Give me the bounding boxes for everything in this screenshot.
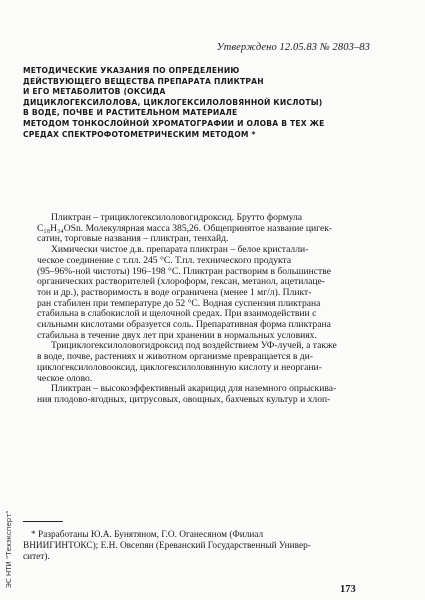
paragraph	[23, 213, 365, 245]
page-number: 173	[340, 584, 356, 595]
text-line: ческое соединение с т.пл. 245 °С. Т.пл. технического продукта	[37, 254, 292, 266]
side-stamp	[4, 464, 14, 594]
text-line: органических растворителей (хлороформ, гексан, метанол, ацетилаце-	[37, 276, 326, 288]
title-line: МЕТОДОМ ТОНКОСЛОЙНОЙ ХРОМАТОГРАФИИ И ОЛОВА В ТЕХ ЖЕ	[23, 118, 325, 128]
text-line: Химически чистое д.в. препарата пликтран – белое кристалли-	[51, 244, 309, 256]
footnote-line: ВНИИГИНТОКС); Е.Н. Овсепян (Ереванский Государственный Универ-	[23, 540, 311, 551]
title-line: И ЕГО МЕТАБОЛИТОВ (ОКСИДА	[23, 87, 166, 97]
title-line: МЕТОДИЧЕСКИЕ УКАЗАНИЯ ПО ОПРЕДЕЛЕНИЮ	[23, 66, 240, 75]
text-line: тон и др.), растворимость в воде ограничена (менее 1 мг/л). Пликт-	[37, 286, 312, 298]
text-line: сильными кислотами образуется соль. Препаративная форма пликтрана	[37, 319, 331, 331]
footnote-line: * Разработаны Ю.А. Бунятяном, Г.О. Оганесяном (Филиал	[31, 530, 264, 540]
paragraph	[23, 341, 365, 384]
paragraph	[23, 384, 365, 405]
paragraph	[23, 245, 365, 341]
text-line: сатин, торговые названия – пликтран, тенхайд.	[37, 233, 229, 245]
text-line: ран стабилен при температуре до 52 °С. Водная суспензия пликтрана	[37, 297, 321, 309]
text-line: ния плодово-ягодных, цитрусовых, овощных, бахчевых культур и хлоп-	[37, 393, 331, 405]
text-line: в воде, почве, растениях и животном организме превращается в ди-	[37, 351, 313, 363]
text-line: Трициклогексилоловогидроксид под воздействием УФ-лучей, а также	[51, 340, 337, 352]
text-line: C₁₈H₃₄OSn. Молекулярная масса 385,26. Общепринятое название цигек-	[37, 222, 333, 234]
document-body	[23, 213, 365, 406]
approval-line: Утверждено 12.05.83 № 2803–83	[216, 42, 370, 53]
text-line: ческое олово.	[37, 372, 93, 384]
title-line: СРЕДАХ СПЕКТРОФОТОМЕТРИЧЕСКИМ МЕТОДОМ *	[23, 129, 256, 139]
text-line: стабильна в течение двух лет при хранении в нормальных условиях.	[37, 329, 317, 341]
text-line: (95–96%-ной чистоты) 196–198 °С. Пликтран растворим в большинстве	[37, 265, 331, 277]
footnote	[23, 530, 365, 562]
footnote-divider	[23, 521, 63, 522]
footnote-line: ситет).	[23, 551, 50, 562]
document-title	[23, 66, 323, 140]
text-line: стабильна в слабокислой и щелочной средах. При взаимодействии с	[37, 308, 317, 320]
title-line: В ВОДЕ, ПОЧВЕ И РАСТИТЕЛЬНОМ МАТЕРИАЛЕ	[23, 108, 238, 118]
side-stamp-text: ЭС НТИ "Техэксперт"	[5, 510, 13, 588]
text-line: Пликтран – высокоэффективный акарицид для наземного опрыскива-	[51, 383, 337, 395]
text-line: циклогексилоловооксид, циклогексилоловянную кислоту и неоргани-	[37, 361, 322, 373]
title-line: ДЕЙСТВУЮЩЕГО ВЕЩЕСТВА ПРЕПАРАТА ПЛИКТРАН	[23, 76, 264, 86]
title-line: ДИЦИКЛОГЕКСИЛОЛОВА, ЦИКЛОГЕКСИЛОЛОВЯННОЙ КИСЛОТЫ)	[23, 97, 323, 107]
text-line: Пликтран – трициклогексилоловогидроксид. Брутто формула	[51, 212, 303, 223]
